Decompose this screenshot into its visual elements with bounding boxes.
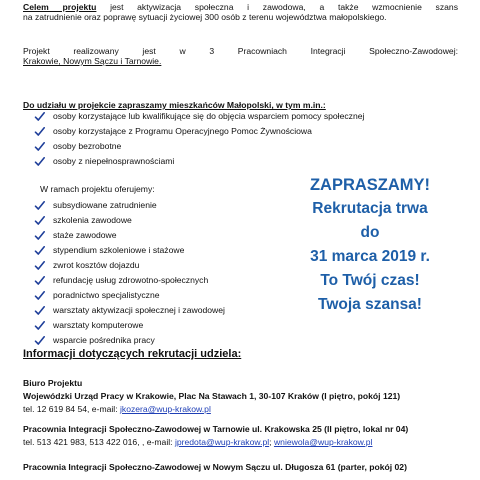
tarnow-contact bbox=[23, 437, 372, 447]
project-locations-line2: Krakowie, Nowym Sączu i Tarnowie. bbox=[23, 56, 162, 66]
offer-item bbox=[34, 318, 225, 333]
check-icon bbox=[34, 303, 46, 318]
tarnow-org: Pracownia Integracji Społeczno-Zawodowej w Tarnowie ul. Krakowska 25 (II piętro, lokal nr 04) bbox=[23, 424, 409, 434]
offer-heading: W ramach projektu oferujemy: bbox=[40, 184, 155, 194]
project-goal-label: Celem projektu bbox=[23, 2, 97, 12]
tarnow-email-link-2[interactable]: wniewola@wup-krakow.pl bbox=[273, 437, 373, 447]
offer-item-label: stypendium szkoleniowe i stażowe bbox=[53, 245, 185, 255]
offer-item-label: zwrot kosztów dojazdu bbox=[53, 260, 140, 270]
target-group-item-label: osoby korzystające z Programu Operacyjnego Pomoc Żywnościowa bbox=[53, 126, 312, 136]
tarnow-email-link-1[interactable]: jpredota@wup-krakow.pl bbox=[174, 437, 270, 447]
offer-item-label: subsydiowane zatrudnienie bbox=[53, 200, 157, 210]
target-group-item bbox=[34, 109, 364, 124]
promo-invite: ZAPRASZAMY! bbox=[309, 176, 431, 194]
offer-item bbox=[34, 243, 225, 258]
promo-deadline: 31 marca 2019 r. bbox=[310, 248, 430, 265]
check-icon bbox=[34, 213, 46, 228]
biuro-phone: tel. 12 619 84 54, e-mail: bbox=[23, 404, 120, 414]
biuro-email-link[interactable]: jkozera@wup-krakow.pl bbox=[119, 404, 211, 414]
target-group-item bbox=[34, 139, 364, 154]
offer-item bbox=[34, 303, 225, 318]
promo-your-time: To Twój czas! bbox=[320, 272, 420, 289]
promo-your-chance: Twoja szansa! bbox=[318, 296, 422, 313]
biuro-org: Wojewódzki Urząd Pracy w Krakowie, Plac Na Stawach 1, 30-107 Kraków (I piętro, pokój 121) bbox=[23, 391, 401, 401]
check-icon bbox=[34, 258, 46, 273]
project-goal-paragraph bbox=[23, 2, 458, 22]
promo-recruitment: Rekrutacja trwa bbox=[312, 200, 428, 217]
offer-item bbox=[34, 288, 225, 303]
check-icon bbox=[34, 333, 46, 348]
check-icon bbox=[34, 139, 46, 154]
target-group-list bbox=[34, 109, 364, 169]
offer-item-label: warsztaty aktywizacji społecznej i zawodowej bbox=[53, 305, 225, 315]
target-group-item bbox=[34, 124, 364, 139]
offer-item-label: warsztaty komputerowe bbox=[53, 320, 144, 330]
offer-item bbox=[34, 213, 225, 228]
tarnow-separator: ; bbox=[269, 437, 274, 447]
offer-item-label: poradnictwo specjalistyczne bbox=[53, 290, 160, 300]
project-goal-text: jest aktywizacja społeczna i zawodowa, a także wzmocnienie szans bbox=[96, 2, 458, 12]
target-group-item-label: osoby bezrobotne bbox=[53, 141, 122, 151]
offer-item bbox=[34, 228, 225, 243]
promo-until: do bbox=[360, 224, 380, 241]
offer-item bbox=[34, 273, 225, 288]
check-icon bbox=[34, 109, 46, 124]
check-icon bbox=[34, 288, 46, 303]
biuro-contact bbox=[23, 404, 211, 414]
target-group-item-label: osoby korzystające lub kwalifikujące się do objęcia wsparciem pomocy społecznej bbox=[53, 111, 365, 121]
offer-item-label: staże zawodowe bbox=[53, 230, 117, 240]
check-icon bbox=[34, 228, 46, 243]
offer-list bbox=[34, 198, 225, 348]
offer-item bbox=[34, 333, 225, 348]
project-locations-paragraph bbox=[23, 46, 458, 66]
tarnow-phone: tel. 513 421 983, 513 422 016, , e-mail: bbox=[23, 437, 175, 447]
info-heading: Informacji dotyczących rekrutacji udziela: bbox=[23, 348, 242, 360]
project-goal-line2: na zatrudnienie oraz poprawę sytuacji życiowej 300 osób z terenu województwa małopolskiego. bbox=[23, 12, 387, 22]
promo-block bbox=[272, 173, 468, 317]
target-group-item-label: osoby z niepełnosprawnościami bbox=[53, 156, 175, 166]
check-icon bbox=[34, 318, 46, 333]
check-icon bbox=[34, 243, 46, 258]
offer-item bbox=[34, 198, 225, 213]
check-icon bbox=[34, 198, 46, 213]
invite-heading: Do udziału w projekcie zapraszamy mieszkańców Małopolski, w tym m.in.: bbox=[23, 100, 326, 110]
check-icon bbox=[34, 154, 46, 169]
sacz-org: Pracownia Integracji Społeczno-Zawodowej w Nowym Sączu ul. Długosza 61 (parter, pokój 02) bbox=[23, 462, 407, 472]
offer-item-label: wsparcie pośrednika pracy bbox=[53, 335, 155, 345]
project-locations-line1: Projekt realizowany jest w 3 Pracowniach Integracji Społeczno-Zawodowej: bbox=[23, 46, 458, 56]
check-icon bbox=[34, 124, 46, 139]
offer-item-label: szkolenia zawodowe bbox=[53, 215, 132, 225]
check-icon bbox=[34, 273, 46, 288]
biuro-title: Biuro Projektu bbox=[23, 378, 83, 388]
offer-item bbox=[34, 258, 225, 273]
offer-item-label: refundację usług zdrowotno-społecznych bbox=[53, 275, 209, 285]
target-group-item bbox=[34, 154, 364, 169]
